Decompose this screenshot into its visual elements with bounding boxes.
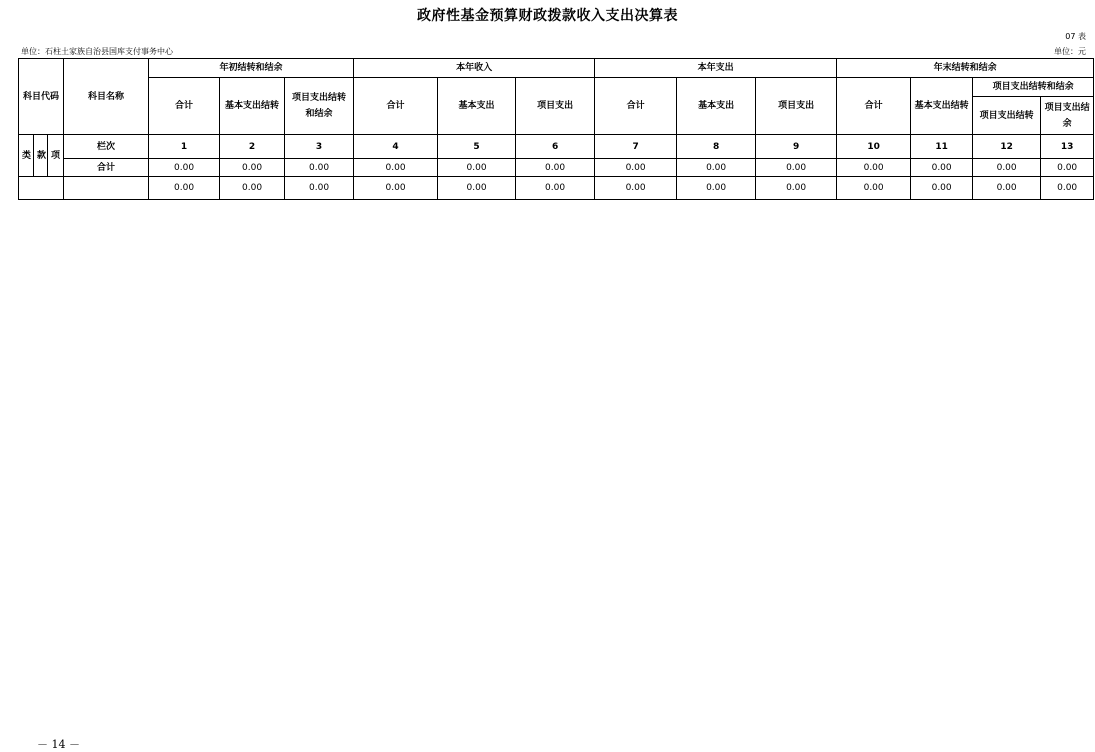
header-row-2 — [19, 78, 1094, 97]
total-value-cell: 0.00 — [1041, 159, 1094, 177]
lei-header: 类 — [19, 135, 34, 177]
reporting-unit: 单位：石柱土家族自治县国库支付事务中心 — [21, 47, 173, 56]
kuan-header: 款 — [34, 135, 48, 177]
xiang-header: 项 — [48, 135, 64, 177]
data-value-cell: 0.00 — [1041, 177, 1094, 200]
currency-unit: 单位：元 — [1054, 47, 1086, 56]
index-cell: 10 — [837, 135, 911, 159]
expense-total-header: 合计 — [595, 78, 677, 135]
data-value-cell: 0.00 — [149, 177, 220, 200]
total-label: 合计 — [64, 159, 149, 177]
data-value-cell: 0.00 — [354, 177, 438, 200]
total-value-cell: 0.00 — [911, 159, 973, 177]
opening-basic-carry-header: 基本支出结转 — [220, 78, 285, 135]
data-row — [19, 177, 1094, 200]
total-value-cell: 0.00 — [285, 159, 354, 177]
index-cell: 4 — [354, 135, 438, 159]
data-value-cell: 0.00 — [516, 177, 595, 200]
data-code-cell — [19, 177, 64, 200]
closing-balance-header: 年末结转和结余 — [837, 59, 1094, 78]
data-value-cell: 0.00 — [756, 177, 837, 200]
data-value-cell: 0.00 — [595, 177, 677, 200]
data-value-cell: 0.00 — [973, 177, 1041, 200]
total-value-cell: 0.00 — [516, 159, 595, 177]
income-basic-header: 基本支出 — [438, 78, 516, 135]
index-cell: 11 — [911, 135, 973, 159]
form-number: 07 表 — [1065, 32, 1086, 41]
data-value-cell: 0.00 — [285, 177, 354, 200]
total-value-cell: 0.00 — [756, 159, 837, 177]
expense-basic-header: 基本支出 — [677, 78, 756, 135]
data-name-cell — [64, 177, 149, 200]
data-value-cell: 0.00 — [911, 177, 973, 200]
index-cell: 12 — [973, 135, 1041, 159]
index-cell: 9 — [756, 135, 837, 159]
data-value-cell: 0.00 — [677, 177, 756, 200]
closing-project-carry-header: 项目支出结转 — [973, 97, 1041, 135]
expense-project-header: 项目支出 — [756, 78, 837, 135]
report-title: 政府性基金预算财政拨款收入支出决算表 — [417, 8, 678, 24]
index-cell: 6 — [516, 135, 595, 159]
subject-name-header: 科目名称 — [64, 59, 149, 135]
index-cell: 13 — [1041, 135, 1094, 159]
page-number: － 14 － — [37, 738, 80, 751]
annual-expense-header: 本年支出 — [595, 59, 837, 78]
closing-basic-carry-header: 基本支出结转 — [911, 78, 973, 135]
total-value-cell: 0.00 — [354, 159, 438, 177]
index-cell: 8 — [677, 135, 756, 159]
total-value-cell: 0.00 — [973, 159, 1041, 177]
data-value-cell: 0.00 — [438, 177, 516, 200]
total-value-cell: 0.00 — [837, 159, 911, 177]
data-value-cell: 0.00 — [220, 177, 285, 200]
opening-balance-header: 年初结转和结余 — [149, 59, 354, 78]
annual-income-header: 本年收入 — [354, 59, 595, 78]
data-value-cell: 0.00 — [837, 177, 911, 200]
index-cell: 7 — [595, 135, 677, 159]
total-value-cell: 0.00 — [595, 159, 677, 177]
index-cell: 5 — [438, 135, 516, 159]
index-label: 栏次 — [64, 135, 149, 159]
income-total-header: 合计 — [354, 78, 438, 135]
closing-project-balance-header: 项目支出结余 — [1041, 97, 1094, 135]
opening-total-header: 合计 — [149, 78, 220, 135]
closing-total-header: 合计 — [837, 78, 911, 135]
total-value-cell: 0.00 — [438, 159, 516, 177]
closing-project-group-header: 项目支出结转和结余 — [973, 78, 1094, 97]
index-cell: 1 — [149, 135, 220, 159]
index-cell: 2 — [220, 135, 285, 159]
index-cell: 3 — [285, 135, 354, 159]
subject-code-header: 科目代码 — [19, 59, 64, 135]
total-row — [19, 159, 1094, 177]
index-row — [19, 135, 1094, 159]
total-value-cell: 0.00 — [220, 159, 285, 177]
total-value-cell: 0.00 — [677, 159, 756, 177]
budget-table — [18, 58, 1094, 200]
total-value-cell: 0.00 — [149, 159, 220, 177]
header-row-1 — [19, 59, 1094, 78]
opening-project-carry-header: 项目支出结转和结余 — [285, 78, 354, 135]
income-project-header: 项目支出 — [516, 78, 595, 135]
